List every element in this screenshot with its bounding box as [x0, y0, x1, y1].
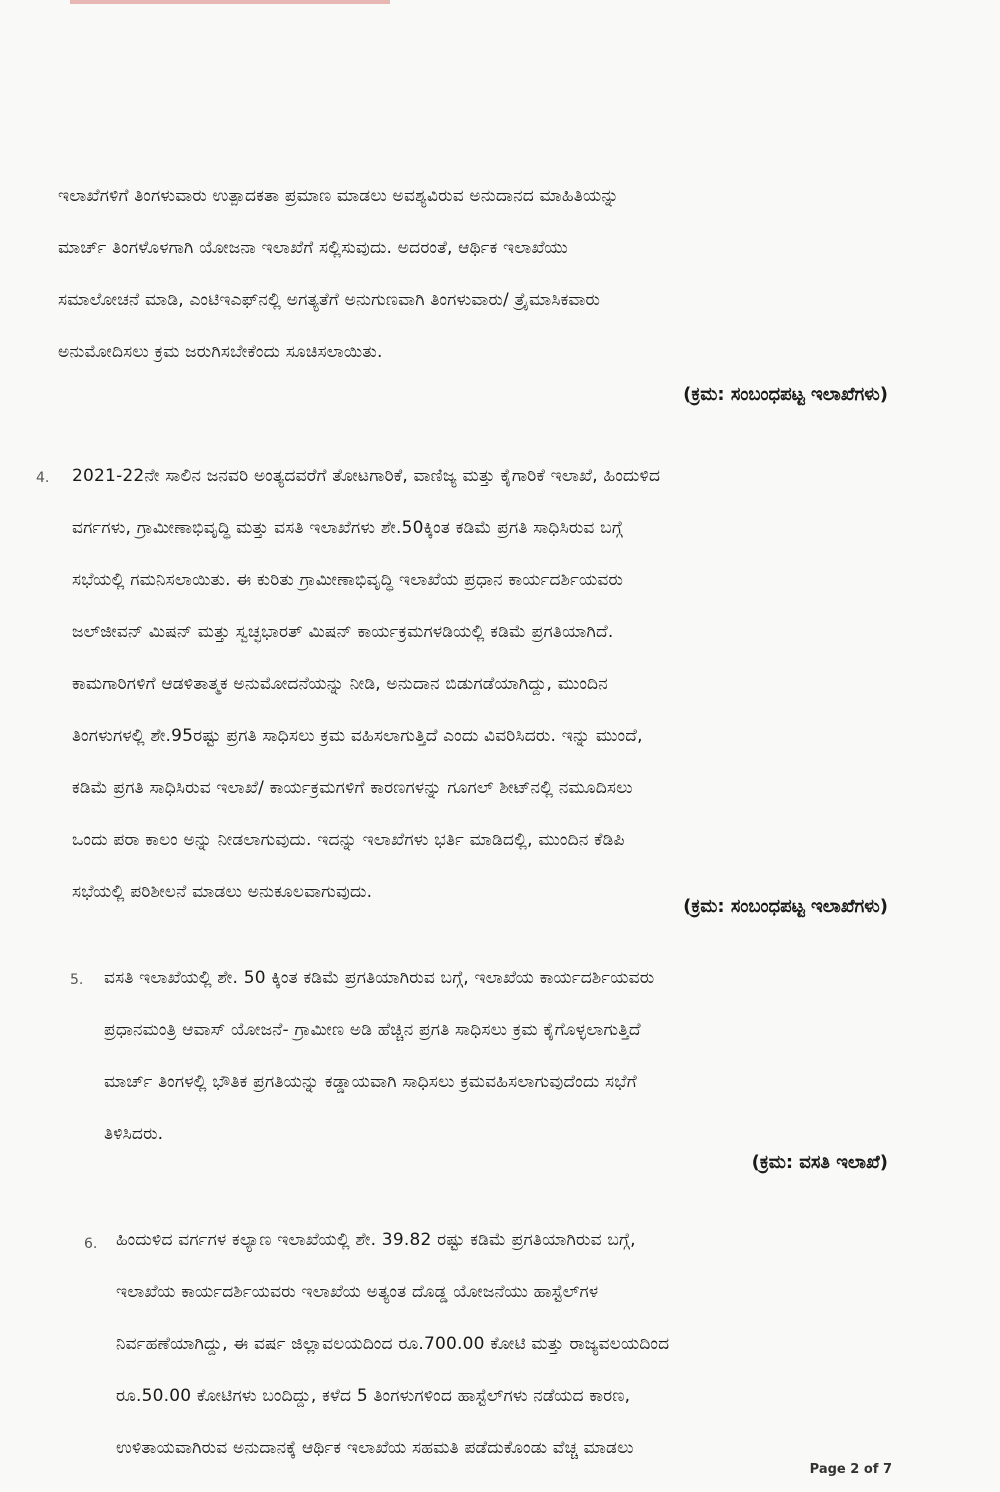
page-edge-mark — [70, 0, 390, 4]
text-line: ಸಭೆಯಲ್ಲಿ ಪರಿಶೀಲನೆ ಮಾಡಲು ಅನುಕೂಲವಾಗುವುದು. — [72, 882, 373, 902]
page-number: Page 2 of 7 — [809, 1462, 892, 1477]
paragraph-continued — [58, 170, 888, 378]
text-line: ಉಳಿತಾಯವಾಗಿರುವ ಅನುದಾನಕ್ಕೆ ಆರ್ಥಿಕ ಇಲಾಖೆಯ ಸಹಮತಿ ಪಡೆದುಕೊಂಡು ವೆಚ್ಚ ಮಾಡಲು — [116, 1438, 634, 1458]
text-line: ರೂ.50.00 ಕೋಟಿಗಳು ಬಂದಿದ್ದು, ಕಳೆದ 5 ತಿಂಗಳುಗಳಿಂದ ಹಾಸ್ಟೆಲ್‌ಗಳು ನಡೆಯದ ಕಾರಣ, — [116, 1386, 631, 1406]
action-note: (ಕ್ರಮ: ವಸತಿ ಇಲಾಖೆ) — [751, 1152, 888, 1173]
item-number: 5. — [70, 972, 84, 988]
text-line: ವಸತಿ ಇಲಾಖೆಯಲ್ಲಿ ಶೇ. 50 ಕ್ಕಿಂತ ಕಡಿಮೆ ಪ್ರಗತಿಯಾಗಿರುವ ಬಗ್ಗೆ, ಇಲಾಖೆಯ ಕಾರ್ಯದರ್ಶಿಯವರು — [104, 968, 655, 988]
text-line: ಜಲ್‌ಜೀವನ್ ಮಿಷನ್ ಮತ್ತು ಸ್ವಚ್ಛಭಾರತ್ ಮಿಷನ್ ಕಾರ್ಯಕ್ರಮಗಳಡಿಯಲ್ಲಿ ಕಡಿಮೆ ಪ್ರಗತಿಯಾಗಿದೆ. — [72, 622, 614, 642]
text-line: ಅನುಮೋದಿಸಲು ಕ್ರಮ ಜರುಗಿಸಬೇಕೆಂದು ಸೂಚಿಸಲಾಯಿತು. — [58, 342, 383, 362]
item-5-paragraph — [104, 952, 884, 1160]
text-line: ತಿಂಗಳುಗಳಲ್ಲಿ ಶೇ.95ರಷ್ಟು ಪ್ರಗತಿ ಸಾಧಿಸಲು ಕ್ರಮ ವಹಿಸಲಾಗುತ್ತಿದೆ ಎಂದು ವಿವರಿಸಿದರು. ಇನ್ನು ಮುಂದೆ, — [72, 726, 643, 746]
item-6-paragraph — [116, 1214, 886, 1474]
text-line: ತಿಳಿಸಿದರು. — [104, 1124, 164, 1144]
text-line: ಮಾರ್ಚ್ ತಿಂಗಳೊಳಗಾಗಿ ಯೋಜನಾ ಇಲಾಖೆಗೆ ಸಲ್ಲಿಸುವುದು. ಅದರಂತೆ, ಆರ್ಥಿಕ ಇಲಾಖೆಯು — [58, 238, 569, 258]
text-line: ಮಾರ್ಚ್ ತಿಂಗಳಲ್ಲಿ ಭೌತಿಕ ಪ್ರಗತಿಯನ್ನು ಕಡ್ಡಾಯವಾಗಿ ಸಾಧಿಸಲು ಕ್ರಮವಹಿಸಲಾಗುವುದೆಂದು ಸಭೆಗೆ — [104, 1072, 637, 1092]
text-line: 2021-22ನೇ ಸಾಲಿನ ಜನವರಿ ಅಂತ್ಯದವರೆಗೆ ತೋಟಗಾರಿಕೆ, ವಾಣಿಜ್ಯ ಮತ್ತು ಕೈಗಾರಿಕೆ ಇಲಾಖೆ, ಹಿಂದುಳಿದ — [72, 466, 661, 486]
item-number: 6. — [84, 1236, 98, 1252]
text-line: ಪ್ರಧಾನಮಂತ್ರಿ ಆವಾಸ್ ಯೋಜನೆ- ಗ್ರಾಮೀಣ ಅಡಿ ಹೆಚ್ಚಿನ ಪ್ರಗತಿ ಸಾಧಿಸಲು ಕ್ರಮ ಕೈಗೊಳ್ಳಲಾಗುತ್ತಿದೆ — [104, 1020, 641, 1040]
text-line: ಕಾಮಗಾರಿಗಳಿಗೆ ಆಡಳಿತಾತ್ಮಕ ಅನುಮೋದನೆಯನ್ನು ನೀಡಿ, ಅನುದಾನ ಬಿಡುಗಡೆಯಾಗಿದ್ದು, ಮುಂದಿನ — [72, 674, 608, 694]
text-line: ಇಲಾಖೆಗಳಿಗೆ ತಿಂಗಳುವಾರು ಉತ್ಪಾದಕತಾ ಪ್ರಮಾಣ ಮಾಡಲು ಅವಶ್ಯವಿರುವ ಅನುದಾನದ ಮಾಹಿತಿಯನ್ನು — [58, 186, 619, 206]
text-line: ಸಮಾಲೋಚನೆ ಮಾಡಿ, ಎಂಟಿಇಎಫ್‌ನಲ್ಲಿ ಅಗತ್ಯತೆಗೆ ಅನುಗುಣವಾಗಿ ತಿಂಗಳುವಾರು/ ತ್ರೈಮಾಸಿಕವಾರು — [58, 290, 601, 310]
action-note: (ಕ್ರಮ: ಸಂಬಂಧಪಟ್ಟ ಇಲಾಖೆಗಳು) — [683, 384, 888, 405]
text-line: ಹಿಂದುಳಿದ ವರ್ಗಗಳ ಕಲ್ಯಾಣ ಇಲಾಖೆಯಲ್ಲಿ ಶೇ. 39.82 ರಷ್ಟು ಕಡಿಮೆ ಪ್ರಗತಿಯಾಗಿರುವ ಬಗ್ಗೆ, — [116, 1230, 636, 1250]
text-line: ನಿರ್ವಹಣೆಯಾಗಿದ್ದು, ಈ ವರ್ಷ ಜಿಲ್ಲಾವಲಯದಿಂದ ರೂ.700.00 ಕೋಟಿ ಮತ್ತು ರಾಜ್ಯವಲಯದಿಂದ — [116, 1334, 670, 1354]
text-line: ಸಭೆಯಲ್ಲಿ ಗಮನಿಸಲಾಯಿತು. ಈ ಕುರಿತು ಗ್ರಾಮೀಣಾಭಿವೃದ್ಧಿ ಇಲಾಖೆಯ ಪ್ರಧಾನ ಕಾರ್ಯದರ್ಶಿಯವರು — [72, 570, 624, 590]
item-number: 4. — [36, 470, 50, 486]
text-line: ಇಲಾಖೆಯ ಕಾರ್ಯದರ್ಶಿಯವರು ಇಲಾಖೆಯ ಅತ್ಯಂತ ದೊಡ್ಡ ಯೋಜನೆಯು ಹಾಸ್ಟೆಲ್‌ಗಳ — [116, 1282, 599, 1302]
text-line: ಒಂದು ಪರಾ ಕಾಲಂ ಅನ್ನು ನೀಡಲಾಗುವುದು. ಇದನ್ನು ಇಲಾಖೆಗಳು ಭರ್ತಿ ಮಾಡಿದಲ್ಲಿ, ಮುಂದಿನ ಕೆಡಿಪಿ — [72, 830, 625, 850]
text-line: ವರ್ಗಗಳು, ಗ್ರಾಮೀಣಾಭಿವೃದ್ಧಿ ಮತ್ತು ವಸತಿ ಇಲಾಖೆಗಳು ಶೇ.50ಕ್ಕಿಂತ ಕಡಿಮೆ ಪ್ರಗತಿ ಸಾಧಿಸಿರುವ ಬಗ್ಗೆ — [72, 518, 623, 538]
item-4-paragraph — [72, 450, 892, 918]
action-note: (ಕ್ರಮ: ಸಂಬಂಧಪಟ್ಟ ಇಲಾಖೆಗಳು) — [683, 896, 888, 917]
text-line: ಕಡಿಮೆ ಪ್ರಗತಿ ಸಾಧಿಸಿರುವ ಇಲಾಖೆ/ ಕಾರ್ಯಕ್ರಮಗಳಿಗೆ ಕಾರಣಗಳನ್ನು ಗೂಗಲ್ ಶೀಟ್‌ನಲ್ಲಿ ನಮೂದಿಸಲು — [72, 778, 633, 798]
